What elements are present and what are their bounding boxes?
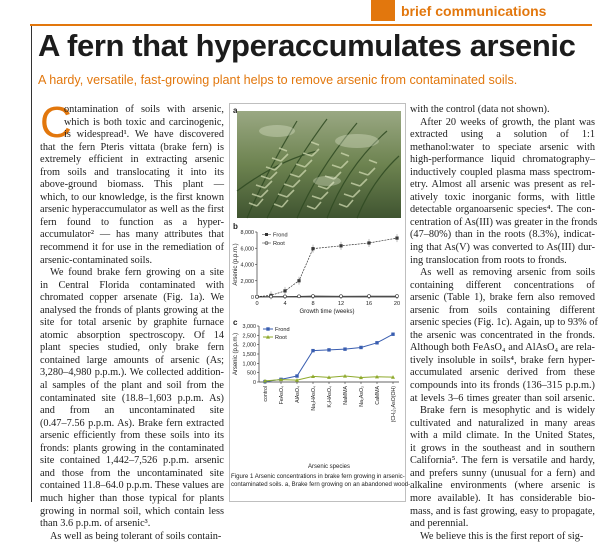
x-tick-label: control	[263, 386, 269, 402]
text-line: arsenic hyperaccumulator as well as the first	[40, 204, 224, 216]
data-point-root	[340, 295, 343, 298]
x-tick-label: 4	[283, 301, 287, 307]
article-standfirst: A hardy, versatile, fast-growing plant helps to remove arsenic from contaminated soils.	[38, 73, 518, 87]
data-point-root	[368, 295, 371, 298]
growth-time-chart	[229, 222, 406, 318]
panel-label-c: c	[233, 318, 238, 327]
text-line: is widespread¹. We have discovered	[64, 129, 224, 141]
x-tick-label: 12	[337, 301, 345, 307]
x-axis-label: Growth time (weeks)	[299, 309, 355, 315]
text-line: Brake fern is mesophytic and is widely	[420, 405, 595, 417]
series-line-root	[257, 296, 397, 297]
text-line: contaminated site (18.8–1,603 p.p.m. As)	[40, 392, 224, 404]
caption-line: contaminated soils. a, Brake fern growing on an abandoned wood-	[231, 481, 411, 489]
text-line: ing translocation from roots to fronds.	[410, 254, 567, 266]
y-tick-label: 0	[251, 295, 254, 301]
y-tick-label: 1,500	[242, 352, 256, 358]
text-line: arsenic-contaminated soils.	[40, 254, 153, 266]
y-axis-label: Arsenic (p.p.m.)	[233, 332, 239, 376]
text-line: accumulated arsenic derived from these	[410, 367, 595, 379]
text-line: and prefers sunny (unusual for a fern) and	[410, 467, 595, 479]
data-point-frond	[343, 347, 346, 350]
x-tick-label: CaMMA	[375, 386, 381, 405]
text-line: fronds: plants growing in the contaminated	[40, 442, 224, 454]
text-line: ing that As(V) was converted to As(III) dur-	[410, 242, 595, 254]
text-line: accumulator² — has many attributes that	[40, 229, 224, 241]
text-line: arsenic species (Fig. 1c). Again, up to 93% of	[410, 317, 598, 329]
legend-label-frond: Frond	[273, 232, 288, 239]
text-line: contained 11.8–64.0 p.p.m. These values are	[40, 480, 224, 492]
text-line: arsenic efficiently from these soils into its	[40, 430, 224, 442]
x-tick-label: FeAsO₄	[279, 386, 285, 405]
drop-cap: C	[40, 98, 72, 147]
section-tag-bar	[371, 0, 395, 21]
text-line: much higher than those typical for plants	[40, 492, 224, 504]
text-line: As well as removing arsenic from soils	[420, 267, 595, 279]
text-line: detectable organoarsenic species⁴. The con-	[410, 204, 595, 216]
text-line: recommend it for use in the remediation of	[40, 242, 224, 254]
text-line: As well as being tolerant of soils contain-	[50, 530, 222, 542]
y-tick-label: 500	[247, 370, 256, 377]
legend-label-root: Root	[273, 241, 285, 247]
y-tick-label: 4,000	[240, 262, 254, 269]
x-tick-label: 20	[393, 301, 401, 307]
y-tick-label: 0	[253, 380, 256, 386]
text-line: above-ground biomass. This plant —	[40, 179, 224, 191]
article-headline: A fern that hyperaccumulates arsenic	[38, 28, 576, 63]
x-tick-label: NaMMA	[343, 386, 349, 405]
text-line: etry. Almost all arsenic was present as rel-	[410, 179, 595, 191]
x-tick-label: K₂HAsO₄	[327, 386, 333, 408]
text-line: atomic absorption spectroscopy. Of 14	[40, 329, 224, 341]
data-point-frond	[311, 349, 314, 352]
y-tick-label: 2,500	[242, 333, 256, 340]
text-line: California⁵. The fern is versatile and hardy,	[410, 455, 595, 467]
text-line: mass, and is fast growing, easy to propagate,	[410, 505, 595, 517]
text-line: 3,280–4,980 p.p.m.). We collected addition-	[40, 367, 224, 379]
text-line: After 20 weeks of growth, the plant was	[420, 116, 595, 128]
y-tick-label: 2,000	[240, 278, 254, 285]
y-tick-label: 1,000	[242, 361, 256, 368]
data-point-root	[284, 295, 287, 298]
text-line: chromated copper arsenate (Fig. 1a). We	[40, 292, 224, 304]
text-line: extremely efficient in extracting arsenic	[40, 154, 224, 166]
x-tick-label: AlAsO₄	[295, 386, 301, 403]
text-line: which, to our knowledge, is the first known	[40, 191, 224, 203]
text-line: fern found to function as a hyper-	[40, 216, 224, 228]
text-line: high-performance liquid chromatography–	[410, 154, 595, 166]
text-line: with the control (data not shown).	[410, 104, 550, 115]
body-column-1	[40, 98, 224, 543]
data-point-frond	[375, 341, 378, 344]
y-tick-label: 2,000	[242, 342, 256, 349]
text-line: that the fern Pteris vittata (brake fern) is	[40, 141, 224, 153]
x-tick-label: 0	[255, 301, 259, 307]
text-line: containing different concentrations of	[410, 279, 595, 291]
text-line: (47–80%) than in the roots (8.3%), indicat-	[410, 229, 595, 241]
text-line: and from an uncontaminated site	[40, 405, 224, 417]
legend-label-root: Root	[275, 335, 287, 341]
data-point-frond	[359, 346, 362, 349]
text-line: methanol:water to speciate arsenic with	[410, 141, 595, 153]
text-line: arsenic from soils containing different	[410, 304, 595, 316]
text-line: analysed the fronds of plants growing at the	[40, 304, 224, 316]
x-tick-label: 8	[311, 301, 315, 307]
text-line: it grows in the southeast and in southern	[410, 442, 595, 454]
text-line: site contained 1,442–7,526 p.p.m. arsenic	[40, 455, 224, 467]
caption-line: Figure 1 Arsenic concentrations in brake fern growing in arsenic-	[231, 473, 405, 480]
text-line: Although both FeAsO₄ and AlAsO₄ are rela-	[410, 342, 595, 354]
text-line: plant species studied, only brake fern	[40, 342, 224, 354]
legend-label-frond: Frond	[275, 327, 290, 333]
text-line: than 3.6 p.p.m. of arsenic³.	[40, 518, 151, 530]
text-line: tively insoluble in soils⁴, brake fern hyper-	[410, 354, 595, 366]
panel-label-a: a	[233, 106, 238, 115]
text-line: atively toxic inorganic forms, with little	[410, 191, 595, 203]
text-line: We believe this is the first report of sig-	[420, 530, 584, 542]
text-line: ontamination of soils with arsenic,	[64, 104, 224, 115]
data-point-frond	[295, 374, 298, 377]
y-tick-label: 8,000	[240, 230, 254, 236]
text-line: contained large amounts of arsenic (As;	[40, 354, 224, 366]
y-tick-label: 6,000	[240, 246, 254, 253]
text-line: the arsenic was concentrated in the fronds.	[410, 329, 595, 341]
legend-marker-frond	[266, 327, 269, 330]
text-line: al samples of the plant and soil from the	[40, 380, 224, 392]
data-point-root	[298, 295, 301, 298]
data-point-root	[396, 295, 399, 298]
text-line: We found brake fern growing on a site	[50, 267, 224, 279]
series-line-frond	[265, 334, 393, 381]
x-tick-label: (CH₃)₂AsO(OH)	[391, 386, 397, 423]
text-line: alkaline environments (where arsenic is	[410, 480, 595, 492]
text-line: site for total arsenic by graphite furnace	[40, 317, 224, 329]
arsenic-species-chart	[229, 318, 406, 472]
text-line: more available). It has considerable bio-	[410, 492, 595, 504]
x-axis-label: Arsenic species	[307, 464, 351, 470]
text-line: inductively coupled plasma mass spectrom-	[410, 166, 595, 178]
text-line: in Central Florida contaminated with	[40, 279, 224, 291]
y-tick-label: 3,000	[242, 324, 256, 330]
text-line: and those from the uncontaminated site	[40, 467, 224, 479]
data-point-frond	[327, 348, 330, 351]
panel-label-b: b	[233, 222, 238, 231]
section-tag	[371, 0, 602, 21]
text-line: from soils and translocating it into its	[40, 166, 224, 178]
y-axis-label: Arsenic (p.p.m.)	[233, 243, 239, 286]
text-line: and perennial.	[410, 518, 469, 530]
x-tick-label: Na₂HAsO₄	[311, 386, 317, 411]
text-line: extracted using a solution of 1:1	[410, 129, 595, 141]
section-tag-label: brief communications	[401, 2, 547, 19]
brake-fern-photo	[237, 111, 401, 218]
text-line: cultivated and naturalized in many areas	[410, 417, 595, 429]
text-line: centration of As(III) was greater in the fronds	[410, 216, 598, 228]
frame-rule	[31, 26, 32, 502]
x-tick-label: 16	[365, 301, 373, 307]
data-point-root	[312, 295, 315, 298]
data-point-frond	[391, 333, 394, 336]
data-point-root	[256, 295, 259, 298]
text-line: which is both toxic and carcinogenic,	[64, 116, 224, 128]
header-rule	[30, 24, 592, 26]
text-line: arsenic (Table 1), brake fern also removed	[410, 292, 595, 304]
x-tick-label: Na₂AsO₂	[359, 386, 365, 407]
figure-caption	[231, 473, 411, 490]
text-line: growing in normal soil, which contain less	[40, 505, 224, 517]
text-line: at levels 3–6 times greater than soil arsenic.	[410, 392, 595, 404]
body-column-3	[410, 104, 598, 543]
text-line: (0.47–7.56 p.p.m. As). Brake fern extracted	[40, 417, 224, 429]
text-line: compounds into its fronds (136–315 p.p.m.)	[410, 380, 595, 392]
fern-photo-drawing	[237, 111, 401, 218]
data-point-root	[270, 295, 273, 298]
text-line: with a mild climate. In the United States,	[410, 430, 595, 442]
